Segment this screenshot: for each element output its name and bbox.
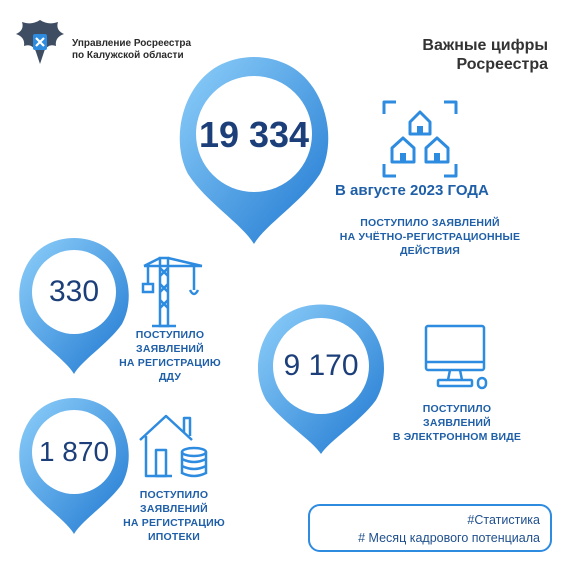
org-name-line1: Управление Росреестра — [72, 38, 192, 49]
crane-icon — [140, 254, 206, 328]
eagle-emblem-icon — [12, 14, 68, 70]
mortgage-stat-caption-line2: ЗАЯВЛЕНИЙ — [140, 503, 208, 515]
mortgage-stat-caption — [112, 488, 236, 544]
ddu-stat-caption-line2: ЗАЯВЛЕНИЙ — [136, 343, 204, 355]
computer-icon — [422, 324, 494, 390]
ddu-stat-caption-line1: ПОСТУПИЛО — [135, 329, 205, 341]
page-title — [422, 36, 548, 74]
hashtag-statistics[interactable]: #Статистика — [467, 513, 540, 527]
main-stat-period: В августе 2023 ГОДА — [335, 182, 489, 199]
main-stat-caption-line2: НА УЧЁТНО-РЕГИСТРАЦИОННЫЕ — [339, 231, 521, 243]
main-stat-caption-line3: ДЕЙСТВИЯ — [399, 245, 461, 257]
page-title-line1: Важные цифры — [422, 37, 548, 54]
electronic-stat-caption-line2: ЗАЯВЛЕНИЙ — [423, 417, 491, 429]
main-stat-value: 19 334 — [198, 114, 310, 155]
electronic-stat-caption — [382, 402, 532, 444]
org-name — [72, 38, 191, 62]
electronic-stat-value: 9 170 — [283, 349, 359, 382]
ddu-stat-caption-line4: ДДУ — [158, 371, 182, 383]
ddu-stat-caption — [110, 328, 230, 384]
org-name-line2: по Калужской области — [72, 50, 184, 61]
house-coins-icon — [138, 410, 210, 480]
electronic-stat-caption-line3: В ЭЛЕКТРОННОМ ВИДЕ — [392, 431, 522, 443]
hashtags-box — [308, 504, 552, 552]
houses-icon — [382, 100, 458, 178]
mortgage-stat-caption-line3: НА РЕГИСТРАЦИЮ — [123, 517, 225, 529]
mortgage-stat-caption-line1: ПОСТУПИЛО — [139, 489, 209, 501]
ddu-stat-value: 330 — [48, 275, 100, 308]
page-title-line2: Росреестра — [456, 56, 548, 73]
main-stat-caption — [330, 216, 530, 258]
main-stat-caption-line1: ПОСТУПИЛО ЗАЯВЛЕНИЙ — [360, 217, 500, 229]
ddu-stat-caption-line3: НА РЕГИСТРАЦИЮ — [119, 357, 221, 369]
main-stat-pin — [178, 56, 330, 244]
mortgage-stat-caption-line4: ИПОТЕКИ — [147, 531, 201, 543]
mortgage-stat-value: 1 870 — [38, 436, 110, 467]
hashtag-personnel-month[interactable]: # Месяц кадрового потенциала — [358, 531, 540, 545]
electronic-stat-pin — [256, 302, 386, 454]
electronic-stat-caption-line1: ПОСТУПИЛО — [422, 403, 492, 415]
